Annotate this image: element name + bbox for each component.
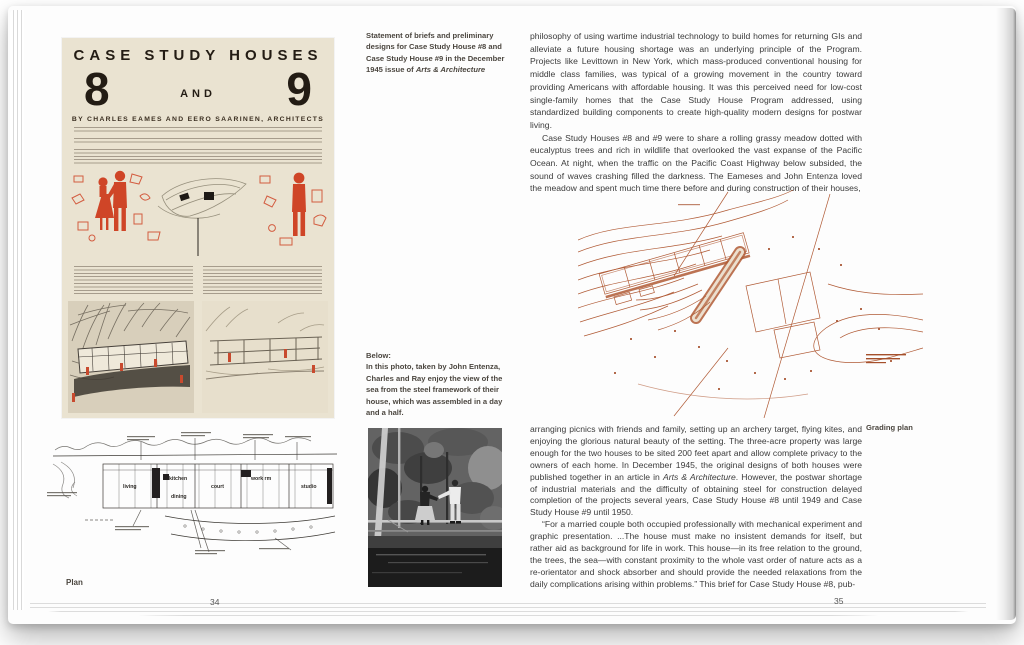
magazine-title: CASE STUDY HOUSES bbox=[73, 47, 323, 64]
plan-label: Plan bbox=[66, 578, 83, 587]
caption-grading-plan: Grading plan bbox=[866, 423, 913, 432]
magazine-two-column-text bbox=[74, 266, 322, 294]
plan-room-court: court bbox=[211, 484, 224, 490]
sketch-house-9 bbox=[202, 301, 328, 413]
paragraph: Case Study Houses #8 and #9 were to share a rolling grassy meadow dotted with eucalyptus trees and rich in wildlife that overlooked the vast expanse of the Pacific Ocean. At night, when the traffic on the Pacific Coast Highway below subsided, the sound of waves crashing filled the darkness. The Eameses and John Entenza loved the meadow and spent much time there before and during construction of their houses, bbox=[530, 132, 862, 194]
caption-statement-text: Statement of briefs and preliminary designs for Case Study House #8 and Case Study House #9 in the December 1945 issue of bbox=[366, 31, 505, 75]
caption-statement bbox=[366, 30, 516, 76]
paragraph: philosophy of using wartime industrial technology to build homes for returning GIs and alleviate a future housing shortage was an underlying principle of the Program. Projects like Levittown in New York, which mass-produced conventional housing for middle class families, was typical of a growing movement in the country toward providing Americans with affordable housing. It was this perceived need for low-cost single-family homes that the Case Study House Program addressed, using standardized building components to create high-quality modern designs for postwar living. bbox=[530, 31, 862, 130]
paragraph-text: . However, the postwar shortage of industrial materials and the difficulty of obtaining steel for construction delayed completion of the projects several years, Case Study House #8 until 1949 and Case Study House #9 until 1950. bbox=[530, 471, 862, 518]
magazine-number-8: 8 bbox=[84, 63, 110, 115]
magazine-and-label: AND bbox=[180, 88, 216, 100]
floor-plan-drawing bbox=[45, 430, 343, 558]
magazine-byline: BY CHARLES EAMES AND EERO SAARINEN, ARCHITECTS bbox=[71, 116, 325, 123]
paragraph bbox=[530, 424, 862, 519]
page-number-left: 34 bbox=[210, 597, 220, 607]
family-silhouette bbox=[95, 171, 127, 231]
plan-room-dining: dining bbox=[171, 494, 187, 500]
book-page-edge-right bbox=[996, 8, 1016, 620]
man-silhouette bbox=[292, 173, 306, 236]
grading-plan-drawing bbox=[578, 188, 923, 418]
plan-room-workrm: work rm bbox=[251, 476, 272, 482]
magazine-text-block bbox=[74, 149, 322, 166]
paragraph: “For a married couple both occupied professionally with mechanical experiment and graphic presentation. ...The house must make no insistent demands for itself, but rather aid as background for life in work. This house—in its free relation to the ground, the trees, the sea—with constant proximity to the whole vast order of nature acts as a re-orientator and shock absorber and should provide the needed relaxations from the daily complications arising within problems.” This brief for Case Study House #8, pub- bbox=[530, 519, 862, 589]
magazine-number-row bbox=[62, 64, 334, 114]
body-text-lower bbox=[530, 424, 862, 591]
plan-room-studio: studio bbox=[301, 484, 317, 490]
caption-below-label: Below: bbox=[366, 351, 391, 360]
magazine-number-9: 9 bbox=[286, 63, 312, 115]
body-text-upper bbox=[530, 30, 862, 195]
photo-foreground bbox=[368, 536, 502, 587]
magazine-silhouettes-illustration bbox=[62, 166, 334, 256]
magazine-reproduction bbox=[62, 38, 334, 418]
paragraph-italic: Arts & Architecture bbox=[662, 471, 736, 482]
caption-below-text: In this photo, taken by John Entenza, Charles and Ray enjoy the view of the sea from the steel framework of their house, which was assembled in a day and a half. bbox=[366, 362, 503, 418]
house-perspective-sketches bbox=[68, 301, 328, 413]
caption-below-photo bbox=[366, 350, 516, 418]
plan-room-living: living bbox=[123, 484, 137, 490]
grading-plan-marks bbox=[614, 236, 892, 390]
caption-statement-italic: Arts & Architecture bbox=[415, 65, 486, 75]
photo-eames-framework bbox=[368, 428, 502, 587]
plan-room-kitchen: kitchen bbox=[169, 476, 188, 482]
book-page-edge-left bbox=[10, 10, 24, 610]
site-sketch-houses bbox=[179, 192, 214, 201]
site-sketch bbox=[158, 179, 246, 219]
paragraph-text: arranging picnics with friends and family, setting up an archery target, flying kites, and enjoying the glorious natural beauty of the setting. The three-acre property was large enough for the two houses to be sited 200 feet apart and allow complete privacy to the owners of each home. In December 1945, the original designs of both houses were published together in an article in bbox=[530, 424, 862, 482]
magazine-text-block bbox=[74, 138, 322, 145]
sketch-house-8 bbox=[68, 301, 194, 413]
page-number-right: 35 bbox=[834, 596, 844, 606]
magazine-text-block bbox=[74, 127, 322, 134]
